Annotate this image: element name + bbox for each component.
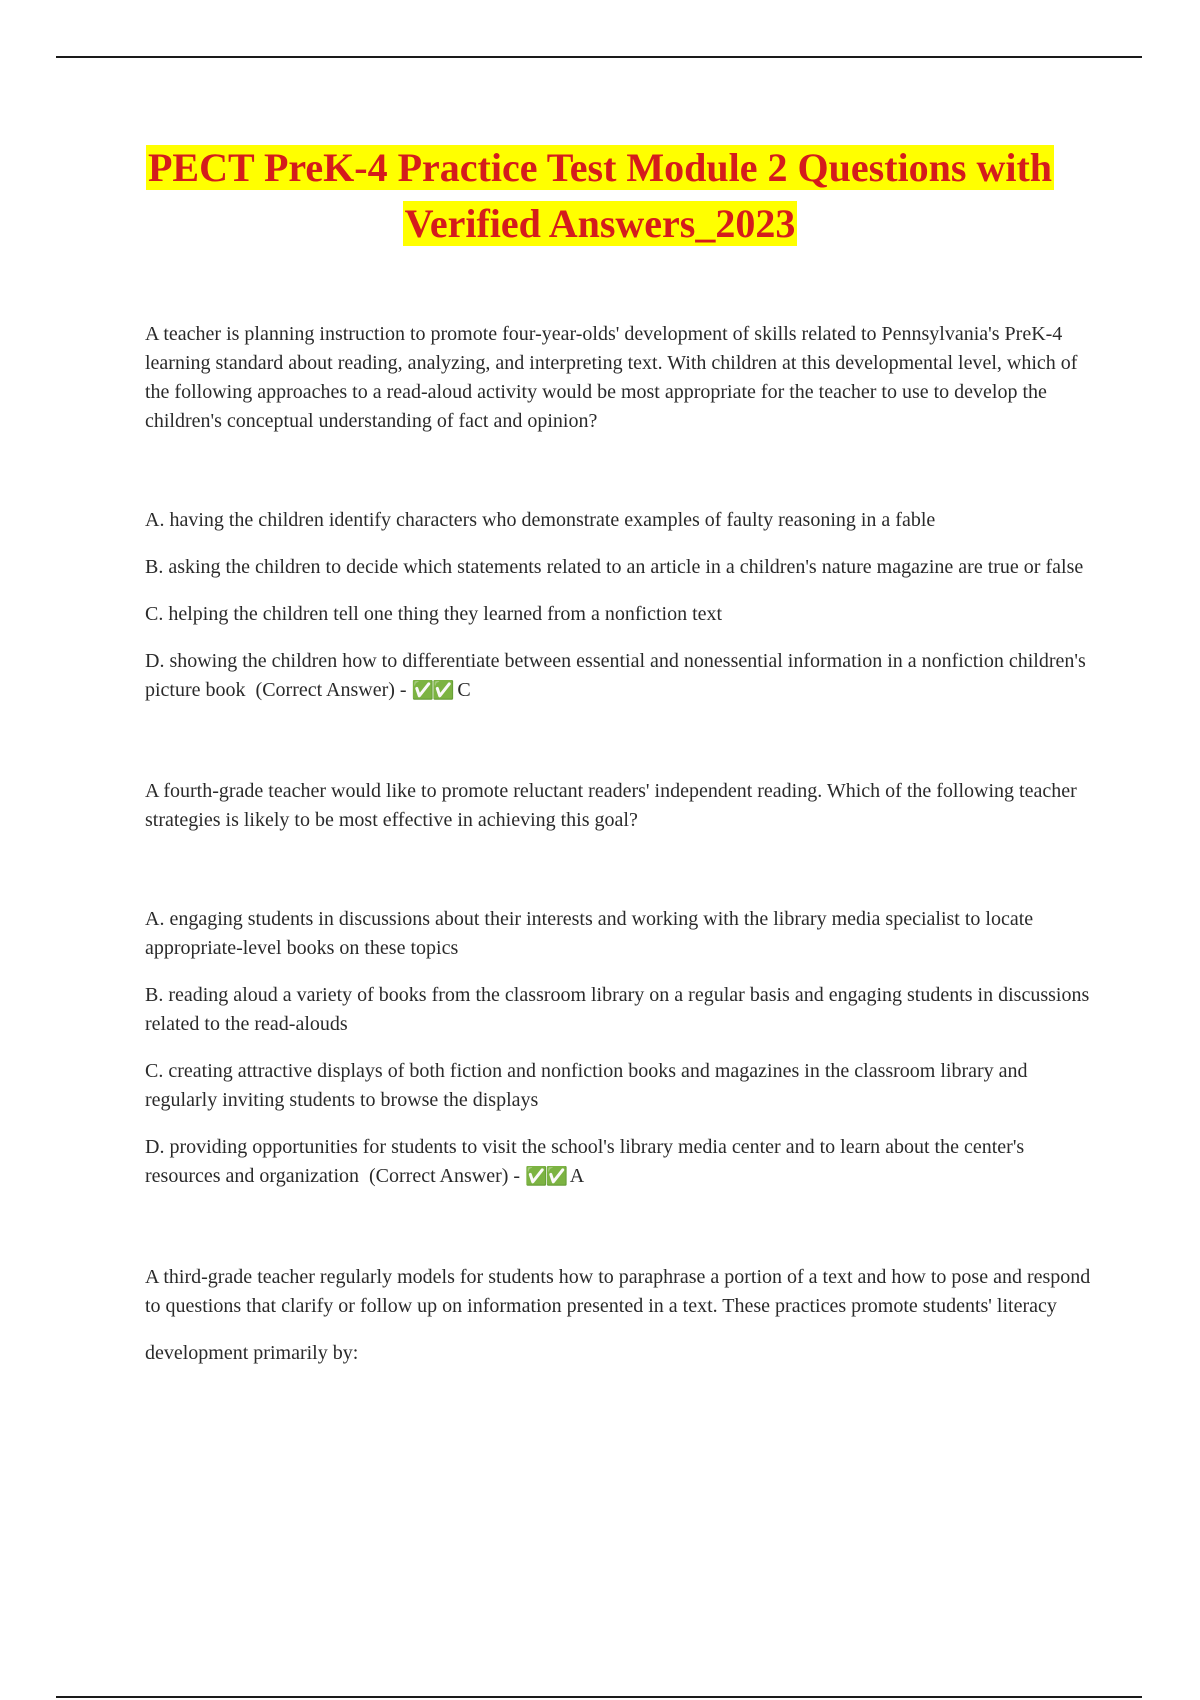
option-a: A. having the children identify characters who demonstrate examples of faulty reasoning in a fable <box>145 509 936 531</box>
document-title <box>100 140 1100 252</box>
question-stem: A teacher is planning instruction to promote four-year-olds' development of skills related to Pennsylvania's PreK-4 learning standard about reading, analyzing, and interpreting text. With children at this developmental level, which of the following approaches to a read-aloud activity would be most appropriate for the teacher to use to develop the children's conceptual understanding of fact and opinion? <box>145 323 1078 432</box>
question-stem-continued: development primarily by: <box>145 1342 359 1364</box>
option-a: A. engaging students in discussions about their interests and working with the library media specialist to locate appropriate-level books on these topics <box>145 908 1034 959</box>
option-c: C. creating attractive displays of both fiction and nonfiction books and magazines in the classroom library and regularly inviting students to browse the displays <box>145 1060 1028 1111</box>
question-1 <box>145 320 1095 705</box>
answer-label: (Correct Answer) - <box>369 1165 521 1187</box>
check-icon: ✅✅ <box>411 680 453 701</box>
answer-letter: C <box>457 679 471 701</box>
option-b: B. reading aloud a variety of books from the classroom library on a regular basis and engaging students in discussions related to the read-alouds <box>145 984 1090 1035</box>
question-3 <box>145 1263 1095 1368</box>
option-b: B. asking the children to decide which statements related to an article in a children's nature magazine are true or false <box>145 556 1084 578</box>
question-stem: A fourth-grade teacher would like to promote reluctant readers' independent reading. Which of the following teacher strategies is likely to be most effective in achieving this goal? <box>145 780 1077 831</box>
option-d-text: D. showing the children how to differentiate between essential and nonessential information in a nonfiction children's picture book <box>145 650 1086 701</box>
option-c: C. helping the children tell one thing they learned from a nonfiction text <box>145 603 723 625</box>
correct-answer <box>251 679 471 701</box>
option-d <box>145 647 1095 705</box>
title-line-2: Verified Answers_2023 <box>404 201 796 246</box>
question-stem: A third-grade teacher regularly models for students how to paraphrase a portion of a text and how to pose and respond to questions that clarify or follow up on information presented in a text. These practices promote students' literacy <box>145 1266 1091 1317</box>
correct-answer <box>364 1165 584 1187</box>
bottom-rule <box>56 1696 1142 1698</box>
option-d <box>145 1133 1095 1191</box>
top-rule <box>56 56 1142 58</box>
question-2 <box>145 777 1095 1191</box>
title-line-1: PECT PreK-4 Practice Test Module 2 Questions with <box>147 145 1053 190</box>
check-icon: ✅✅ <box>525 1166 566 1187</box>
answer-label: (Correct Answer) - <box>255 679 407 701</box>
document-body <box>145 320 1095 1368</box>
answer-letter: A <box>569 1165 585 1187</box>
option-d-text: D. providing opportunities for students to visit the school's library media center and to learn about the center's resources and organization <box>145 1136 1025 1187</box>
